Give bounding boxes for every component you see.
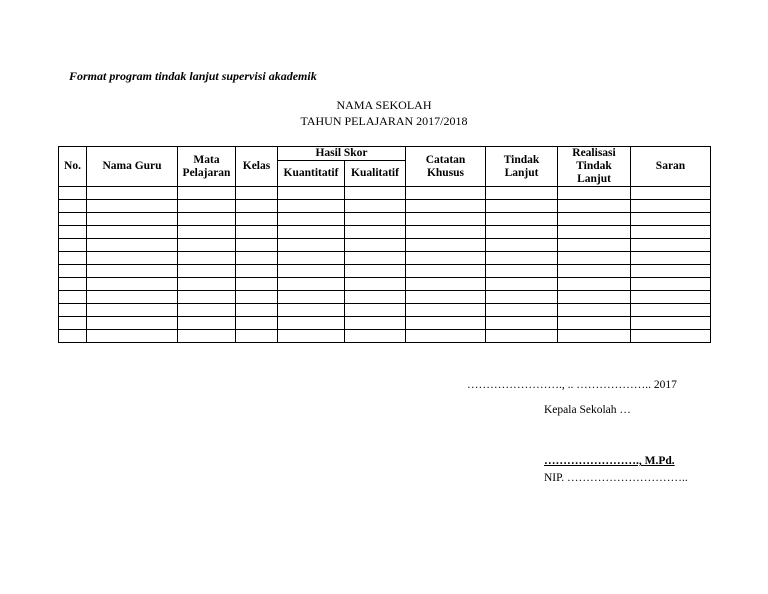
table-cell <box>558 317 631 330</box>
signature-date-line: ……………………., .. ……………….. 2017 <box>467 379 677 391</box>
table-cell <box>59 200 87 213</box>
table-cell <box>558 239 631 252</box>
table-cell <box>345 239 406 252</box>
table-cell <box>486 278 558 291</box>
table-cell <box>278 265 345 278</box>
table-cell <box>87 304 178 317</box>
table-cell <box>59 304 87 317</box>
table-cell <box>406 200 486 213</box>
table-cell <box>631 317 711 330</box>
header-mata-pelajaran: Mata Pelajaran <box>178 147 236 187</box>
table-cell <box>59 226 87 239</box>
header-kualitatif: Kualitatif <box>345 161 406 187</box>
table-cell <box>631 252 711 265</box>
table-cell <box>178 239 236 252</box>
table-cell <box>236 291 278 304</box>
academic-year: TAHUN PELAJARAN 2017/2018 <box>300 114 468 128</box>
table-cell <box>278 239 345 252</box>
table-cell <box>87 265 178 278</box>
table-cell <box>558 278 631 291</box>
table-cell <box>178 226 236 239</box>
table-cell <box>236 200 278 213</box>
table-cell <box>59 291 87 304</box>
table-cell <box>87 239 178 252</box>
table-cell <box>178 278 236 291</box>
table-cell <box>486 317 558 330</box>
table-cell <box>236 304 278 317</box>
header-kuantitatif: Kuantitatif <box>278 161 345 187</box>
table-cell <box>406 265 486 278</box>
header-catatan-khusus: Catatan Khusus <box>406 147 486 187</box>
table-cell <box>236 187 278 200</box>
table-cell <box>406 226 486 239</box>
table-cell <box>178 265 236 278</box>
table-cell <box>87 317 178 330</box>
table-cell <box>236 226 278 239</box>
table-cell <box>631 187 711 200</box>
table-cell <box>406 278 486 291</box>
table-row <box>59 226 711 239</box>
table-row <box>59 213 711 226</box>
header-kelas: Kelas <box>236 147 278 187</box>
table-cell <box>486 291 558 304</box>
table-row <box>59 317 711 330</box>
header-realisasi-tindak-lanjut: Realisasi Tindak Lanjut <box>558 147 631 187</box>
table-cell <box>87 187 178 200</box>
table-cell <box>345 291 406 304</box>
table-cell <box>236 265 278 278</box>
table-cell <box>87 252 178 265</box>
table-cell <box>558 291 631 304</box>
table-cell <box>631 330 711 343</box>
table-cell <box>631 291 711 304</box>
table-cell <box>345 187 406 200</box>
header-hasil-skor: Hasil Skor <box>278 147 406 161</box>
table-cell <box>631 239 711 252</box>
table-cell <box>406 187 486 200</box>
table-cell <box>236 239 278 252</box>
table-cell <box>278 291 345 304</box>
table-cell <box>178 304 236 317</box>
document-title: Format program tindak lanjut supervisi akademik <box>69 69 317 83</box>
supervision-table <box>58 146 711 343</box>
table-cell <box>59 187 87 200</box>
table-cell <box>631 213 711 226</box>
table-cell <box>236 252 278 265</box>
table-cell <box>345 226 406 239</box>
table-cell <box>236 213 278 226</box>
school-header <box>0 97 768 129</box>
table-cell <box>59 330 87 343</box>
table-cell <box>87 291 178 304</box>
table-cell <box>178 291 236 304</box>
header-saran: Saran <box>631 147 711 187</box>
table-cell <box>558 265 631 278</box>
table-cell <box>345 317 406 330</box>
table-cell <box>87 278 178 291</box>
table-cell <box>406 239 486 252</box>
table-cell <box>59 239 87 252</box>
table-cell <box>558 200 631 213</box>
table-cell <box>631 200 711 213</box>
table-row <box>59 304 711 317</box>
table-cell <box>59 252 87 265</box>
table-cell <box>406 304 486 317</box>
table-row <box>59 187 711 200</box>
table-cell <box>59 265 87 278</box>
table-cell <box>345 200 406 213</box>
table-cell <box>486 226 558 239</box>
table-row <box>59 330 711 343</box>
table-cell <box>278 278 345 291</box>
table-cell <box>278 304 345 317</box>
table-cell <box>178 213 236 226</box>
table-cell <box>486 265 558 278</box>
table-row <box>59 291 711 304</box>
table-cell <box>558 226 631 239</box>
table-cell <box>178 200 236 213</box>
table-cell <box>59 278 87 291</box>
table-cell <box>87 330 178 343</box>
table-row <box>59 200 711 213</box>
table-row <box>59 239 711 252</box>
table-cell <box>486 200 558 213</box>
table-cell <box>236 317 278 330</box>
table-cell <box>278 187 345 200</box>
header-tindak-lanjut: Tindak Lanjut <box>486 147 558 187</box>
table-cell <box>486 330 558 343</box>
table-cell <box>178 317 236 330</box>
table-cell <box>178 252 236 265</box>
table-cell <box>486 304 558 317</box>
table-cell <box>345 252 406 265</box>
table-cell <box>558 187 631 200</box>
table-cell <box>558 330 631 343</box>
table-row <box>59 252 711 265</box>
table-cell <box>486 239 558 252</box>
table-cell <box>558 304 631 317</box>
table-cell <box>236 330 278 343</box>
header-nama-guru: Nama Guru <box>87 147 178 187</box>
table-cell <box>406 317 486 330</box>
table-cell <box>178 330 236 343</box>
school-name: NAMA SEKOLAH <box>336 98 432 112</box>
table-cell <box>406 330 486 343</box>
table-cell <box>631 265 711 278</box>
table-cell <box>631 226 711 239</box>
table-cell <box>59 213 87 226</box>
table-cell <box>278 317 345 330</box>
table-cell <box>87 226 178 239</box>
table-cell <box>406 213 486 226</box>
table-cell <box>558 252 631 265</box>
table-cell <box>631 278 711 291</box>
signature-name: ……………………., M.Pd. <box>544 455 675 467</box>
table-row <box>59 278 711 291</box>
table-cell <box>236 278 278 291</box>
table-cell <box>278 213 345 226</box>
table-cell <box>178 187 236 200</box>
signature-role: Kepala Sekolah … <box>544 404 631 416</box>
table-cell <box>558 213 631 226</box>
table-body <box>59 187 711 343</box>
table-cell <box>87 213 178 226</box>
table-cell <box>406 291 486 304</box>
table-cell <box>486 252 558 265</box>
table-cell <box>345 304 406 317</box>
table-cell <box>87 200 178 213</box>
table-cell <box>631 304 711 317</box>
table-cell <box>278 330 345 343</box>
table-cell <box>486 213 558 226</box>
table-cell <box>486 187 558 200</box>
table-row <box>59 265 711 278</box>
table-cell <box>345 213 406 226</box>
table-cell <box>406 252 486 265</box>
table-cell <box>345 265 406 278</box>
table-cell <box>345 330 406 343</box>
table-cell <box>278 226 345 239</box>
table-cell <box>278 200 345 213</box>
signature-nip: NIP. ………………………….. <box>544 472 688 484</box>
table-cell <box>278 252 345 265</box>
header-no: No. <box>59 147 87 187</box>
table-cell <box>59 317 87 330</box>
table-cell <box>345 278 406 291</box>
